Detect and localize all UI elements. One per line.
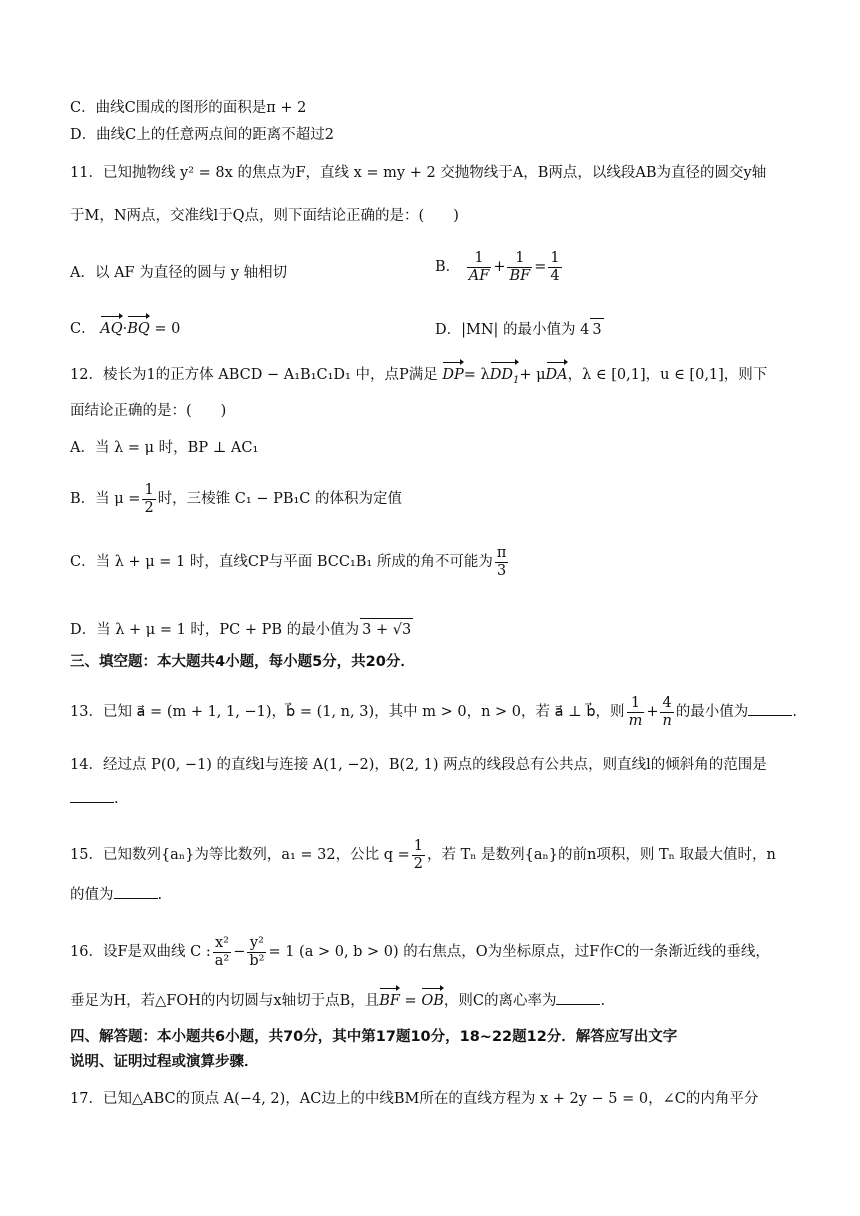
answer-blank — [70, 788, 114, 803]
q14-line2: . — [70, 788, 810, 810]
section-4-heading-line2: 说明、证明过程或演算步骤． — [70, 1054, 259, 1070]
q12-option-c: C．当 λ + μ = 1 时，直线CP与平面 BCC₁B₁ 所成的角不可能为 $\frac{\pi}{3}$ — [70, 545, 507, 579]
q11-stem-line1: 11．已知抛物线 y² = 8x 的焦点为F，直线 x = my + 2 交抛物线于A，B两点，以线段AB为直径的圆交y轴 — [70, 165, 767, 181]
q12-option-a: A．当 λ = μ 时，BP ⊥ AC₁ — [70, 440, 259, 456]
section-3-heading: 三、填空题：本大题共4小题，每小题5分，共20分． — [70, 654, 415, 670]
q11-option-d: D．|MN| 的最小值为 4 3 — [435, 318, 604, 341]
section-4-heading-line1: 四、解答题：本小题共6小题，共70分，其中第17题10分，18~22题12分．解答应写出文字 — [70, 1029, 678, 1045]
q16-line2: 垂足为H，若△FOH的内切圆与x轴切于点B，且BF = OB，则C的离心率为 . — [70, 990, 810, 1012]
q10-option-d: D．曲线C上的任意两点间的距离不超过2 — [70, 127, 334, 143]
q11-stem-line2: 于M，N两点，交准线l于Q点，则下面结论正确的是：( ) — [70, 208, 459, 224]
q12-option-b: B．当 μ = $\frac{1}{2}$ 时，三棱锥 C₁ − PB₁C 的体积为定值 — [70, 482, 402, 516]
fraction: $\frac{\pi}{3}$ — [496, 545, 507, 579]
sqrt: 3 — [590, 318, 603, 341]
q16-line1: 16．设F是双曲线 C : $\frac{\text{x²}}{\text{a²}}$ − $\frac{\text{y²}}{\text{b²}}$ = 1 (a > 0, b > 0) 的右焦点，O为坐标原点，过F作C的一条渐近线的垂线， — [70, 935, 770, 969]
q12-stem-line2: 面结论正确的是：( ) — [70, 403, 227, 419]
sqrt: 3 + √3 — [360, 618, 413, 641]
q17-line1: 17．已知△ABC的顶点 A(−4, 2)，AC边上的中线BM所在的直线方程为 x + 2y − 5 = 0，∠C的内角平分 — [70, 1091, 759, 1107]
fraction: $\frac{1}{AF}$ — [468, 250, 490, 284]
option-label: B． — [435, 259, 461, 276]
q15-line2: 的值为 . — [70, 884, 810, 906]
answer-blank — [748, 701, 792, 716]
q14-line1: 14．经过点 P(0, −1) 的直线l与连接 A(1, −2)，B(2, 1) 两点的线段总有公共点，则直线l的倾斜角的范围是 — [70, 757, 767, 773]
q12-stem-line1: 12．棱长为1的正方体 ABCD − A₁B₁C₁D₁ 中，点P满足 DP= λDD$_1$+ μDA，λ ∈ [0,1]，u ∈ [0,1]，则下 — [70, 364, 810, 392]
fraction: $\frac{1}{BF}$ — [509, 250, 531, 284]
fraction: $\frac{1}{4}$ — [550, 250, 560, 284]
q11-option-a: A．以 AF 为直径的圆与 y 轴相切 — [70, 265, 288, 281]
answer-blank — [114, 884, 158, 899]
q10-option-c: C．曲线C围成的图形的面积是π + 2 — [70, 100, 307, 116]
fraction: $\frac{1}{2}$ — [144, 482, 154, 516]
vector-bq: BQ — [127, 318, 150, 340]
vector-aq: AQ — [100, 318, 122, 340]
q12-option-d: D．当 λ + μ = 1 时，PC + PB 的最小值为 3 + √3 — [70, 618, 810, 641]
q15-line1: 15．已知数列{aₙ}为等比数列，a₁ = 32，公比 q = $\frac{1}{2}$ ，若 Tₙ 是数列{aₙ}的前n项积，则 Tₙ 取最大值时，n — [70, 838, 776, 872]
q11-option-b: B． $\frac{1}{AF}$ + $\frac{1}{BF}$ = $\frac{1}{4}$ — [435, 250, 560, 284]
q13: 13．已知 a⃗ = (m + 1, 1, −1)，b⃗ = (1, n, 3)，其中 m > 0，n > 0，若 a⃗ ⊥ b⃗，则 $\frac{1}{m}$ + $\frac{4}{n}$ 的最小值为 . — [70, 695, 797, 729]
q11-option-c: C． AQ·BQ = 0 — [70, 318, 180, 340]
answer-blank — [556, 990, 600, 1005]
